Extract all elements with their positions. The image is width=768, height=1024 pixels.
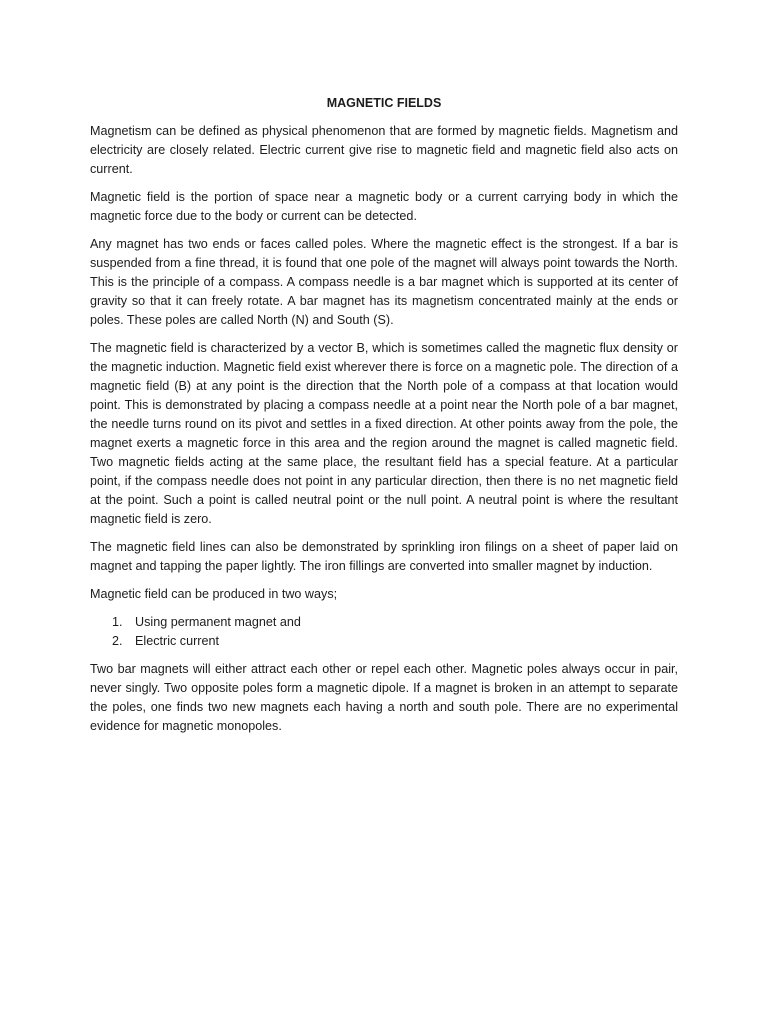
document-body (90, 94, 678, 745)
paragraph-iron-filings: The magnetic field lines can also be demonstrated by sprinkling iron filings on a sheet of paper laid on magnet and tapping the paper lightly. The iron fillings are converted into smaller magnet by induction. (90, 540, 678, 573)
production-methods-list (90, 613, 678, 651)
list-item (90, 613, 678, 632)
list-item-text: Electric current (135, 634, 219, 648)
list-item-text: Using permanent magnet and (135, 615, 301, 629)
list-item-number: 2. (112, 634, 123, 648)
paragraph-vector-b: The magnetic field is characterized by a vector B, which is sometimes called the magnetic flux density or the magnetic induction. Magnetic field exist wherever there is force on a magnetic pole. The direction of a magnetic field (B) at any point is the direction that the North pole of a compass at that location would point. This is demonstrated by placing a compass needle at a point near the North pole of a bar magnet, the needle turns round on its pivot and settles in a fixed direction. At other points away from the pole, the magnet exerts a magnetic force in this area and the region around the magnet is called magnetic field. Two magnetic fields acting at the same place, the resultant field has a special feature. At a particular point, if the compass needle does not point in any particular direction, then there is no net magnetic field at the point. Such a point is called neutral point or the null point. A neutral point is where the resultant magnetic field is zero. (90, 341, 678, 526)
paragraph-magnetic-field-definition: Magnetic field is the portion of space near a magnetic body or a current carrying body in which the magnetic force due to the body or current can be detected. (90, 190, 678, 223)
list-item-number: 1. (112, 615, 123, 629)
paragraph-dipoles: Two bar magnets will either attract each other or repel each other. Magnetic poles always occur in pair, never singly. Two opposite poles form a magnetic dipole. If a magnet is broken in an attempt to separate the poles, one finds two new magnets each having a north and south pole. There are no experimental evidence for magnetic monopoles. (90, 662, 678, 733)
paragraph-production-intro: Magnetic field can be produced in two ways; (90, 587, 338, 601)
document-title: MAGNETIC FIELDS (326, 96, 442, 110)
paragraph-magnetism-definition: Magnetism can be defined as physical phenomenon that are formed by magnetic fields. Magnetism and electricity are closely related. Electric current give rise to magnetic field and magnetic field also acts on current. (90, 124, 678, 176)
list-item (90, 632, 678, 651)
paragraph-poles: Any magnet has two ends or faces called poles. Where the magnetic effect is the strongest. If a bar is suspended from a fine thread, it is found that one pole of the magnet will always point towards the North. This is the principle of a compass. A compass needle is a bar magnet which is supported at its center of gravity so that it can freely rotate. A bar magnet has its magnetism concentrated mainly at the ends or poles. These poles are called North (N) and South (S). (90, 237, 678, 327)
